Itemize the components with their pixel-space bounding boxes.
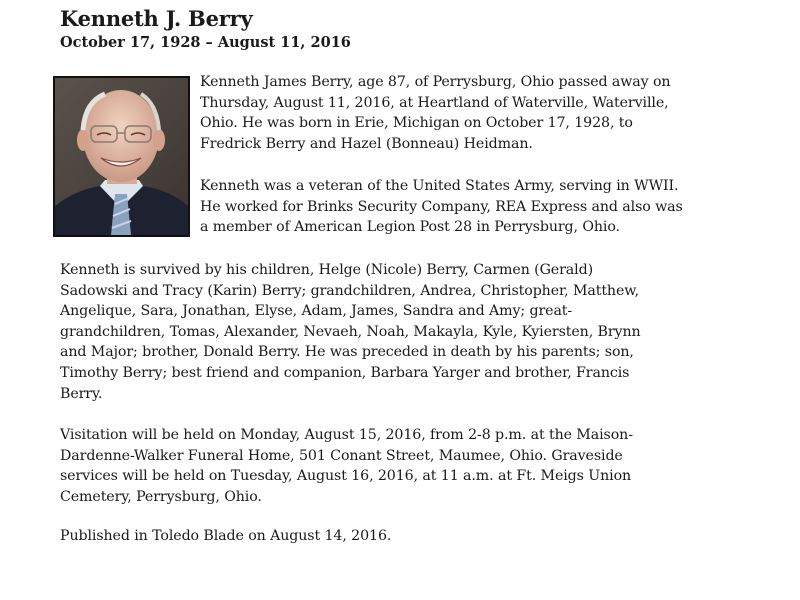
paragraph-service (200, 176, 770, 238)
text-line: Published in Toledo Blade on August 14, 2016. (60, 528, 392, 544)
text-line: services will be held on Tuesday, August 16, 2016, at 11 a.m. at Ft. Meigs Union (60, 468, 632, 485)
text-line: Ohio. He was born in Erie, Michigan on October 17, 1928, to (200, 115, 633, 132)
portrait-image (55, 78, 188, 235)
obituary-name: Kenneth J. Berry (60, 6, 253, 31)
text-line: Dardenne-Walker Funeral Home, 501 Conant Street, Maumee, Ohio. Graveside (60, 447, 623, 464)
text-line: Angelique, Sara, Jonathan, Elyse, Adam, James, Sandra and Amy; great- (60, 303, 573, 320)
obituary-dates: October 17, 1928 – August 11, 2016 (60, 34, 351, 51)
text-line: Kenneth is survived by his children, Helge (Nicole) Berry, Carmen (Gerald) (60, 262, 593, 278)
text-line: and Major; brother, Donald Berry. He was preceded in death by his parents; son, (60, 344, 634, 361)
text-line: grandchildren, Tomas, Alexander, Nevaeh, Noah, Makayla, Kyle, Kyiersten, Brynn (60, 323, 641, 340)
text-line: Fredrick Berry and Hazel (Bonneau) Heidman. (200, 135, 533, 152)
text-line: Thursday, August 11, 2016, at Heartland of Waterville, Waterville, (200, 94, 669, 111)
text-line: Berry. (60, 385, 103, 402)
text-line: Sadowski and Tracy (Karin) Berry; grandchildren, Andrea, Christopher, Matthew, (60, 282, 640, 299)
portrait-photo (53, 76, 190, 237)
text-line: Kenneth was a veteran of the United States Army, serving in WWII. (200, 178, 679, 194)
paragraph-survivors (60, 260, 760, 404)
text-line: a member of American Legion Post 28 in Perrysburg, Ohio. (200, 219, 620, 236)
text-line: He worked for Brinks Security Company, REA Express and also was (200, 198, 683, 215)
text-line: Timothy Berry; best friend and companion, Barbara Yarger and brother, Francis (60, 364, 630, 381)
paragraph-biography (200, 72, 770, 154)
text-line: Visitation will be held on Monday, August 15, 2016, from 2-8 p.m. at the Maison- (60, 427, 633, 443)
text-line: Kenneth James Berry, age 87, of Perrysburg, Ohio passed away on (200, 74, 671, 90)
paragraph-publication (60, 526, 760, 547)
paragraph-visitation (60, 425, 760, 507)
text-line: Cemetery, Perrysburg, Ohio. (60, 488, 262, 505)
